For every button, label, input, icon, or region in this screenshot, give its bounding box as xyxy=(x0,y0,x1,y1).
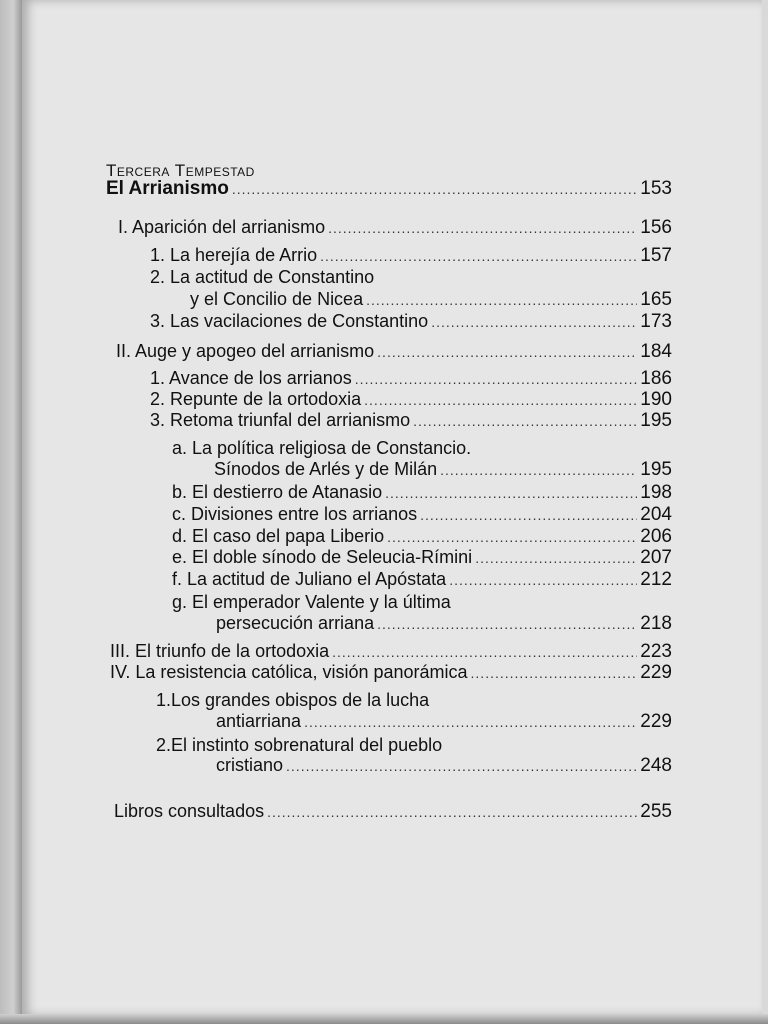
leader-dots xyxy=(328,217,637,239)
toc-entry xyxy=(216,754,672,777)
page-number: 184 xyxy=(640,341,672,362)
toc-entry xyxy=(216,710,672,733)
entry-label: 2. La actitud de Constantino xyxy=(150,267,375,287)
leader-dots xyxy=(304,711,637,733)
toc-entry xyxy=(216,612,672,635)
toc-entry xyxy=(172,525,672,548)
leader-dots xyxy=(413,410,637,432)
page-number: 156 xyxy=(640,217,672,238)
toc-entry xyxy=(110,640,672,663)
toc-entry xyxy=(110,661,672,684)
page-number: 218 xyxy=(640,613,672,634)
entry-label: Libros consultados xyxy=(114,801,265,821)
leader-dots xyxy=(355,368,638,390)
page-number: 204 xyxy=(640,504,672,525)
leader-dots xyxy=(475,547,637,569)
page-number: 255 xyxy=(640,801,672,822)
entry-label: cristiano xyxy=(216,755,284,775)
entry-label: g. El emperador Valente y la última xyxy=(172,592,451,612)
leader-dots xyxy=(420,504,637,526)
leader-dots xyxy=(377,341,637,363)
toc-entry xyxy=(118,216,672,239)
toc-entry xyxy=(172,481,672,504)
leader-dots xyxy=(385,482,637,504)
entry-label: I. Aparición del arrianismo xyxy=(118,217,326,237)
entry-label: c. Divisiones entre los arrianos xyxy=(172,504,418,524)
toc-entry xyxy=(150,310,672,333)
leader-dots xyxy=(320,245,637,267)
toc-entry xyxy=(116,340,672,363)
leader-dots xyxy=(366,289,637,311)
page-number: 157 xyxy=(640,245,672,266)
page-number: 207 xyxy=(640,547,672,568)
toc-entry xyxy=(190,288,672,311)
entry-label: d. El caso del papa Liberio xyxy=(172,526,385,546)
page-number: 198 xyxy=(640,482,672,503)
entry-label: 3. Las vacilaciones de Constantino xyxy=(150,311,429,331)
entry-label: persecución arriana xyxy=(216,613,375,633)
toc-entry xyxy=(150,367,672,390)
leader-dots xyxy=(431,311,637,333)
entry-label: antiarriana xyxy=(216,711,302,731)
page-number: 190 xyxy=(640,389,672,410)
leader-dots xyxy=(387,526,637,548)
toc-entry xyxy=(172,503,672,526)
entry-label: e. El doble sínodo de Seleucia-Rímini xyxy=(172,547,473,567)
page-number: 153 xyxy=(640,178,672,199)
entry-label: IV. La resistencia católica, visión panorámica xyxy=(110,662,468,682)
leader-dots xyxy=(267,801,637,823)
page-number: 229 xyxy=(640,662,672,683)
entry-label: II. Auge y apogeo del arrianismo xyxy=(116,341,375,361)
leader-dots xyxy=(286,755,637,777)
leader-dots xyxy=(332,641,637,663)
entry-label: III. El triunfo de la ortodoxia xyxy=(110,641,330,661)
section-heading: Tercera Tempestad xyxy=(106,161,255,180)
entry-label: 3. Retoma triunfal del arrianismo xyxy=(150,410,411,430)
entry-label: 1.Los grandes obispos de la lucha xyxy=(156,690,430,710)
entry-label: f. La actitud de Juliano el Apóstata xyxy=(172,569,447,589)
toc-entry xyxy=(214,458,672,481)
toc-entry xyxy=(150,388,672,411)
entry-label: 2. Repunte de la ortodoxia xyxy=(150,389,362,409)
leader-dots xyxy=(364,389,637,411)
page-number: 186 xyxy=(640,368,672,389)
toc-entry xyxy=(150,244,672,267)
leader-dots xyxy=(232,178,637,200)
leader-dots xyxy=(377,613,637,635)
entry-label: 2.El instinto sobrenatural del pueblo xyxy=(156,735,443,755)
toc-entry xyxy=(150,409,672,432)
toc-entry xyxy=(172,546,672,569)
toc-title-entry xyxy=(106,178,672,200)
toc-entry xyxy=(172,568,672,591)
entry-label: y el Concilio de Nicea xyxy=(190,289,364,309)
page-number: 195 xyxy=(640,459,672,480)
page-number: 165 xyxy=(640,289,672,310)
entry-label: 1. La herejía de Arrio xyxy=(150,245,318,265)
entry-label: Sínodos de Arlés y de Milán xyxy=(214,459,438,479)
toc-entry xyxy=(114,800,672,823)
page-number: 248 xyxy=(640,755,672,776)
page-number: 195 xyxy=(640,410,672,431)
page-number: 223 xyxy=(640,641,672,662)
entry-label: 1. Avance de los arrianos xyxy=(150,368,352,388)
toc-title: El Arrianismo xyxy=(106,178,229,199)
page-number: 212 xyxy=(640,569,672,590)
page-number: 206 xyxy=(640,526,672,547)
page-number: 173 xyxy=(640,311,672,332)
page-number: 229 xyxy=(640,711,672,732)
leader-dots xyxy=(471,662,638,684)
entry-label: a. La política religiosa de Constancio. xyxy=(172,438,472,458)
leader-dots xyxy=(440,459,637,481)
entry-label: b. El destierro de Atanasio xyxy=(172,482,383,502)
leader-dots xyxy=(449,569,637,591)
